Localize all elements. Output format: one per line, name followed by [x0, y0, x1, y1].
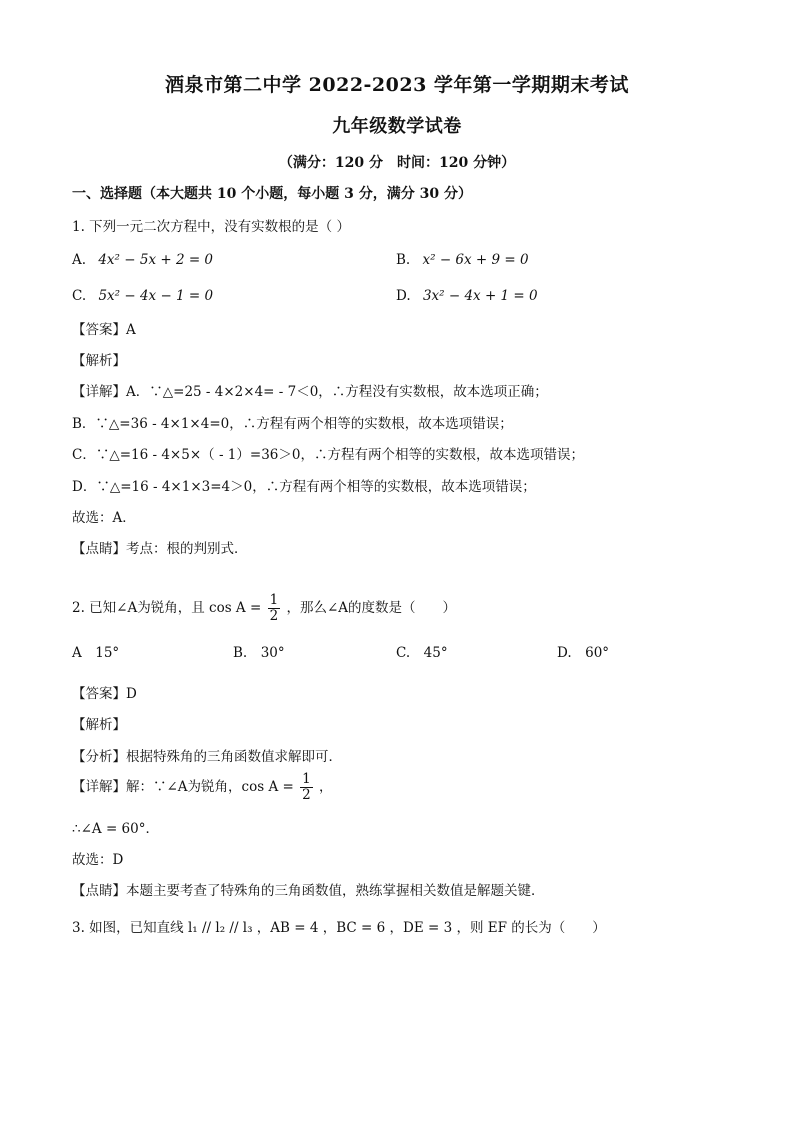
question-2-option-a: A 15°: [72, 645, 120, 661]
exam-subtitle: 九年级数学试卷: [332, 116, 462, 137]
exam-meta: （满分：120 分 时间：120 分钟）: [278, 155, 516, 171]
option-label: C.: [72, 288, 87, 304]
detail-part-a: 解：∵∠A为锐角，cos A =: [126, 778, 294, 795]
question-2-analysis-tag: 【解析】: [72, 717, 126, 733]
question-1-option-b: [396, 252, 529, 268]
question-2-detail: [72, 772, 333, 803]
question-2-option-d: D. 60°: [557, 645, 610, 661]
question-2-choose: 故选：D: [72, 852, 124, 868]
fraction-denominator: 2: [269, 607, 279, 624]
question-2-comment: [72, 879, 545, 899]
answer-value: A: [126, 322, 136, 338]
question-1-detail-2: B．∵△=36 - 4×1×4=0，∴方程有两个相等的实数根，故本选项错误；: [72, 416, 513, 432]
question-2-answer: [72, 682, 137, 702]
comment-tag: 【点睛】: [72, 541, 126, 557]
option-label: A.: [72, 252, 87, 268]
analysis-sub-tag: 【分析】: [72, 749, 126, 765]
answer-value: D: [126, 686, 137, 702]
option-text: 4x² − 5x + 2 = 0: [98, 252, 214, 268]
detail-tag: 【详解】: [72, 778, 126, 795]
exam-title: 酒泉市第二中学 2022-2023 学年第一学期期末考试: [165, 74, 629, 96]
question-1-option-d: [396, 288, 538, 304]
option-label: D.: [396, 288, 411, 304]
question-2-analysis: [72, 745, 342, 765]
comment-tag: 【点睛】: [72, 883, 126, 899]
option-label: B.: [396, 252, 411, 268]
question-3-stem: 3. 如图，已知直线 l₁ // l₂ // l₃ ，AB = 4 ，BC = 6 ，DE = 3 ，则 EF 的长为（ ）: [72, 920, 606, 936]
fraction-one-half: [268, 593, 281, 624]
question-2-option-c: C. 45°: [396, 645, 448, 661]
question-1-analysis-tag: 【解析】: [72, 353, 126, 369]
question-1-answer: [72, 318, 136, 338]
question-2-option-b: B. 30°: [233, 645, 285, 661]
comment-text: 考点：根的判别式．: [126, 541, 248, 557]
question-1-option-c: [72, 288, 213, 304]
detail-tag: 【详解】: [72, 384, 126, 400]
question-1-choose: 故选：A．: [72, 510, 136, 526]
stem-part-b: ，那么∠A的度数是（ ）: [286, 599, 457, 616]
analysis-text: 根据特殊角的三角函数值求解即可．: [126, 749, 342, 765]
question-1-detail-3: C．∵△=16 - 4×5×（ - 1）=36＞0，∴方程有两个相等的实数根，故本选项错误；: [72, 447, 584, 463]
fraction-numerator: 1: [302, 771, 311, 787]
fraction-denominator: 2: [302, 786, 311, 803]
question-1-comment: [72, 537, 248, 557]
section-heading: 一、选择题（本大题共 10 个小题，每小题 3 分，满分 30 分）: [72, 186, 472, 202]
answer-tag: 【答案】: [72, 322, 126, 338]
option-text: 3x² − 4x + 1 = 0: [422, 288, 538, 304]
fraction-one-half: [300, 772, 313, 803]
question-1-stem: 1. 下列一元二次方程中，没有实数根的是（ ）: [72, 219, 350, 235]
comment-text: 本题主要考查了特殊角的三角函数值，熟练掌握相关数值是解题关键．: [126, 883, 545, 899]
option-text: x² − 6x + 9 = 0: [422, 252, 529, 268]
question-1-option-a: [72, 252, 213, 268]
option-text: 5x² − 4x − 1 = 0: [98, 288, 214, 304]
question-2-stem: [72, 593, 456, 624]
detail-part-b: ，: [319, 778, 333, 795]
detail-text: A．∵△=25 - 4×2×4= - 7＜0，∴方程没有实数根，故本选项正确；: [126, 384, 548, 400]
question-2-conclusion: ∴∠A = 60°．: [72, 821, 159, 837]
question-1-detail-1: [72, 380, 548, 400]
fraction-numerator: 1: [269, 592, 279, 608]
stem-part-a: 2. 已知∠A为锐角，且 cos A =: [72, 599, 262, 616]
answer-tag: 【答案】: [72, 686, 126, 702]
question-1-detail-4: D．∵△=16 - 4×1×3=4＞0，∴方程有两个相等的实数根，故本选项错误；: [72, 479, 536, 495]
